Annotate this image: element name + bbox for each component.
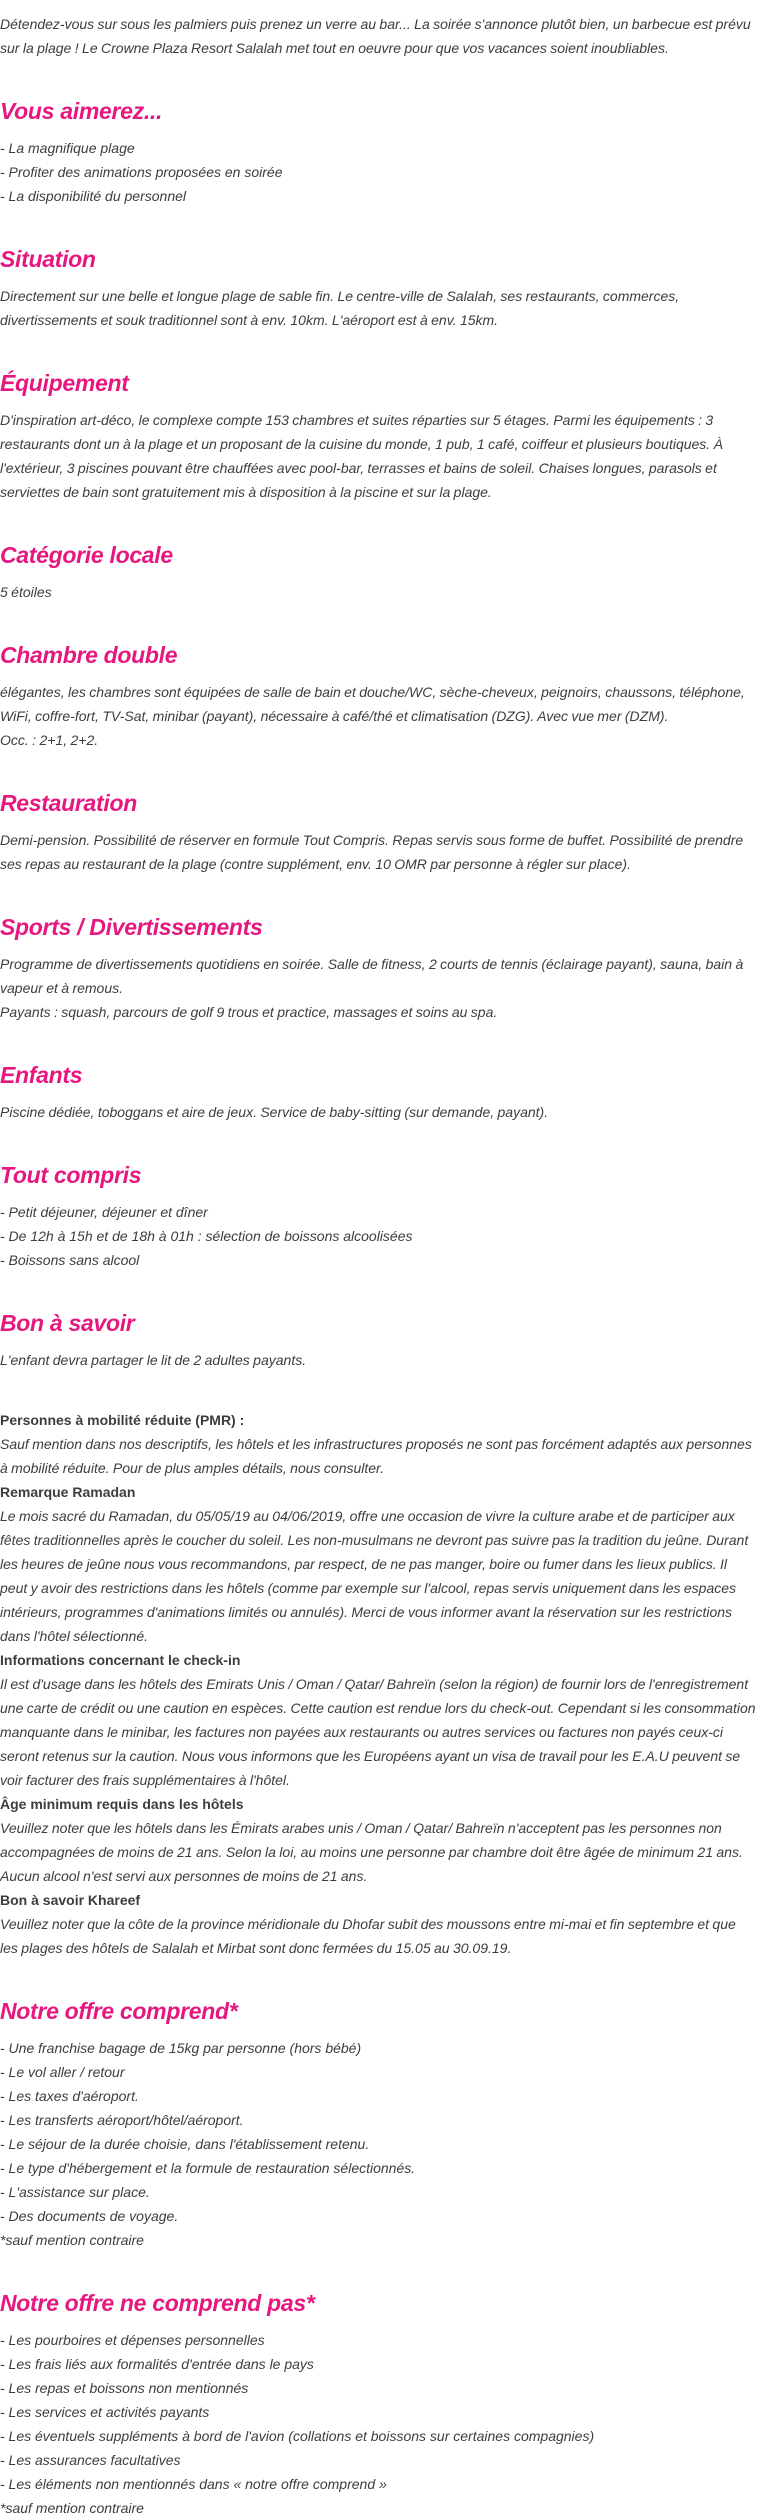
sports-text: Programme de divertissements quotidiens en soirée. Salle de fitness, 2 courts de tennis (éclairage payant), sauna, bain à vapeur et à remous. bbox=[0, 956, 744, 996]
list-item: - Les éventuels suppléments à bord de l'avion (collations et boissons sur certaines compagnies) bbox=[0, 2428, 595, 2444]
list-item: - Les services et activités payants bbox=[0, 2404, 210, 2420]
list-item: - Boissons sans alcool bbox=[0, 1252, 140, 1268]
offre-ne-comprend-pas-list bbox=[0, 2328, 756, 2520]
list-item: - Les assurances facultatives bbox=[0, 2452, 181, 2468]
list-item: - Petit déjeuner, déjeuner et dîner bbox=[0, 1204, 208, 1220]
list-item: - Le séjour de la durée choisie, dans l'établissement retenu. bbox=[0, 2136, 370, 2152]
list-item: - Des documents de voyage. bbox=[0, 2208, 179, 2224]
khareef-heading: Bon à savoir Khareef bbox=[0, 1892, 141, 1908]
vous-aimerez-list bbox=[0, 136, 756, 208]
offre-comprend-list bbox=[0, 2036, 756, 2252]
categorie-title: Catégorie locale bbox=[0, 542, 173, 568]
intro-text: Détendez-vous sur sous les palmiers puis prenez un verre au bar... La soirée s'annonce plutôt bien, un barbecue est prévu sur la plage ! Le Crowne Plaza Resort Salalah met tout en oeuvre pour que vos vacances soient inoubliables. bbox=[0, 16, 751, 56]
list-item: - Les pourboires et dépenses personnelles bbox=[0, 2332, 265, 2348]
list-item: - L'assistance sur place. bbox=[0, 2184, 150, 2200]
list-item: - De 12h à 15h et de 18h à 01h : sélection de boissons alcoolisées bbox=[0, 1228, 413, 1244]
restauration-text: Demi-pension. Possibilité de réserver en formule Tout Compris. Repas servis sous forme de buffet. Possibilité de prendre ses repas au restaurant de la plage (contre supplément, env. 10 OMR par personne à régler sur place). bbox=[0, 832, 744, 872]
checkin-text: Il est d'usage dans les hôtels des Emirats Unis / Oman / Qatar/ Bahreïn (selon la région) de fournir lors de l'enregistrement une carte de crédit ou une caution en espèces. Cette caution est rendue lors du check-out. Cependant si les consommation manquante dans le minibar, les factures non payées aux restaurants ou autres services ou factures non payés ceux-ci seront retenus sur la caution. Nous vous informons que les Européens ayant un visa de travail pour les E.A.U peuvent se voir facturer des frais supplémentaires à l'hôtel. bbox=[0, 1676, 756, 1788]
chambre-title: Chambre double bbox=[0, 642, 178, 668]
offre-comprend-title: Notre offre comprend* bbox=[0, 1998, 238, 2024]
categorie-text: 5 étoiles bbox=[0, 584, 52, 600]
footnote: *sauf mention contraire bbox=[0, 2232, 144, 2248]
vous-aimerez-title: Vous aimerez... bbox=[0, 98, 163, 124]
tout-compris-list bbox=[0, 1200, 756, 1272]
list-item: - La disponibilité du personnel bbox=[0, 188, 187, 204]
sports-payants: Payants : squash, parcours de golf 9 trous et practice, massages et soins au spa. bbox=[0, 1004, 498, 1020]
list-item: - Les taxes d'aéroport. bbox=[0, 2088, 139, 2104]
situation-title: Situation bbox=[0, 246, 96, 272]
age-text: Veuillez noter que les hôtels dans les Émirats arabes unis / Oman / Qatar/ Bahreïn n'acceptent pas les personnes non accompagnées de moins de 21 ans. Selon la loi, au moins une personne par chambre doit être âgée de minimum 21 ans. Aucun alcool n'est servi aux personnes de moins de 21 ans. bbox=[0, 1820, 743, 1884]
sports-title: Sports / Divertissements bbox=[0, 914, 263, 940]
list-item: - Les frais liés aux formalités d'entrée dans le pays bbox=[0, 2356, 314, 2372]
list-item: - Les éléments non mentionnés dans « notre offre comprend » bbox=[0, 2476, 387, 2492]
tout-compris-title: Tout compris bbox=[0, 1162, 142, 1188]
pmr-heading: Personnes à mobilité réduite (PMR) : bbox=[0, 1412, 245, 1428]
list-item: - Une franchise bagage de 15kg par personne (hors bébé) bbox=[0, 2040, 362, 2056]
chambre-occupancy: Occ. : 2+1, 2+2. bbox=[0, 732, 99, 748]
restauration-title: Restauration bbox=[0, 790, 137, 816]
enfants-title: Enfants bbox=[0, 1062, 83, 1088]
list-item: - Le type d'hébergement et la formule de restauration sélectionnés. bbox=[0, 2160, 416, 2176]
bon-a-savoir-text: L'enfant devra partager le lit de 2 adultes payants. bbox=[0, 1352, 307, 1368]
ramadan-text: Le mois sacré du Ramadan, du 05/05/19 au 04/06/2019, offre une occasion de vivre la culture arabe et de participer aux fêtes traditionnelles après le coucher du soleil. Les non-musulmans ne devront pas suivre pas la tradition du jeûne. Durant les heures de jeûne nous vous recommandons, par respect, de ne pas manger, boire ou fumer dans les lieux publics. Il peut y avoir des restrictions dans les hôtels (comme par exemple sur l'alcool, repas servis uniquement dans les espaces intérieurs, programmes d'animations limités ou annulés). Merci de vous informer avant la réservation sur les restrictions dans l'hôtel sélectionné. bbox=[0, 1508, 749, 1644]
list-item: - Les transferts aéroport/hôtel/aéroport. bbox=[0, 2112, 244, 2128]
bon-a-savoir-title: Bon à savoir bbox=[0, 1310, 135, 1336]
footnote: *sauf mention contraire bbox=[0, 2500, 144, 2516]
list-item: - La magnifique plage bbox=[0, 140, 135, 156]
ramadan-heading: Remarque Ramadan bbox=[0, 1484, 136, 1500]
equipement-title: Équipement bbox=[0, 370, 129, 396]
list-item: - Les repas et boissons non mentionnés bbox=[0, 2380, 249, 2396]
hotel-description bbox=[0, 12, 758, 2520]
enfants-text: Piscine dédiée, toboggans et aire de jeux. Service de baby-sitting (sur demande, payant). bbox=[0, 1104, 549, 1120]
situation-text: Directement sur une belle et longue plage de sable fin. Le centre-ville de Salalah, ses restaurants, commerces, divertissements et souk traditionnel sont à env. 10km. L'aéroport est à env. 15km. bbox=[0, 288, 680, 328]
khareef-text: Veuillez noter que la côte de la province méridionale du Dhofar subit des moussons entre mi-mai et fin septembre et que les plages des hôtels de Salalah et Mirbat sont donc fermées du 15.05 au 30.09.19. bbox=[0, 1916, 736, 1956]
checkin-heading: Informations concernant le check-in bbox=[0, 1652, 241, 1668]
equipement-text: D'inspiration art-déco, le complexe compte 153 chambres et suites réparties sur 5 étages. Parmi les équipements : 3 restaurants dont un à la plage et un proposant de la cuisine du monde, 1 pub, 1 café, coiffeur et plusieurs boutiques. À l'extérieur, 3 piscines pouvant être chauffées avec pool-bar, terrasses et bains de soleil. Chaises longues, parasols et serviettes de bain sont gratuitement mis à disposition à la piscine et sur la plage. bbox=[0, 412, 723, 500]
pmr-text: Sauf mention dans nos descriptifs, les hôtels et les infrastructures proposés ne sont pas forcément adaptés aux personnes à mobilité réduite. Pour de plus amples détails, nous consulter. bbox=[0, 1436, 752, 1476]
age-heading: Âge minimum requis dans les hôtels bbox=[0, 1796, 244, 1812]
chambre-text: élégantes, les chambres sont équipées de salle de bain et douche/WC, sèche-cheveux, peignoirs, chaussons, téléphone, WiFi, coffre-fort, TV-Sat, minibar (payant), nécessaire à café/thé et climatisation (DZG). Avec vue mer (DZM). bbox=[0, 684, 745, 724]
offre-ne-comprend-pas-title: Notre offre ne comprend pas* bbox=[0, 2290, 315, 2316]
list-item: - Le vol aller / retour bbox=[0, 2064, 125, 2080]
list-item: - Profiter des animations proposées en soirée bbox=[0, 164, 283, 180]
